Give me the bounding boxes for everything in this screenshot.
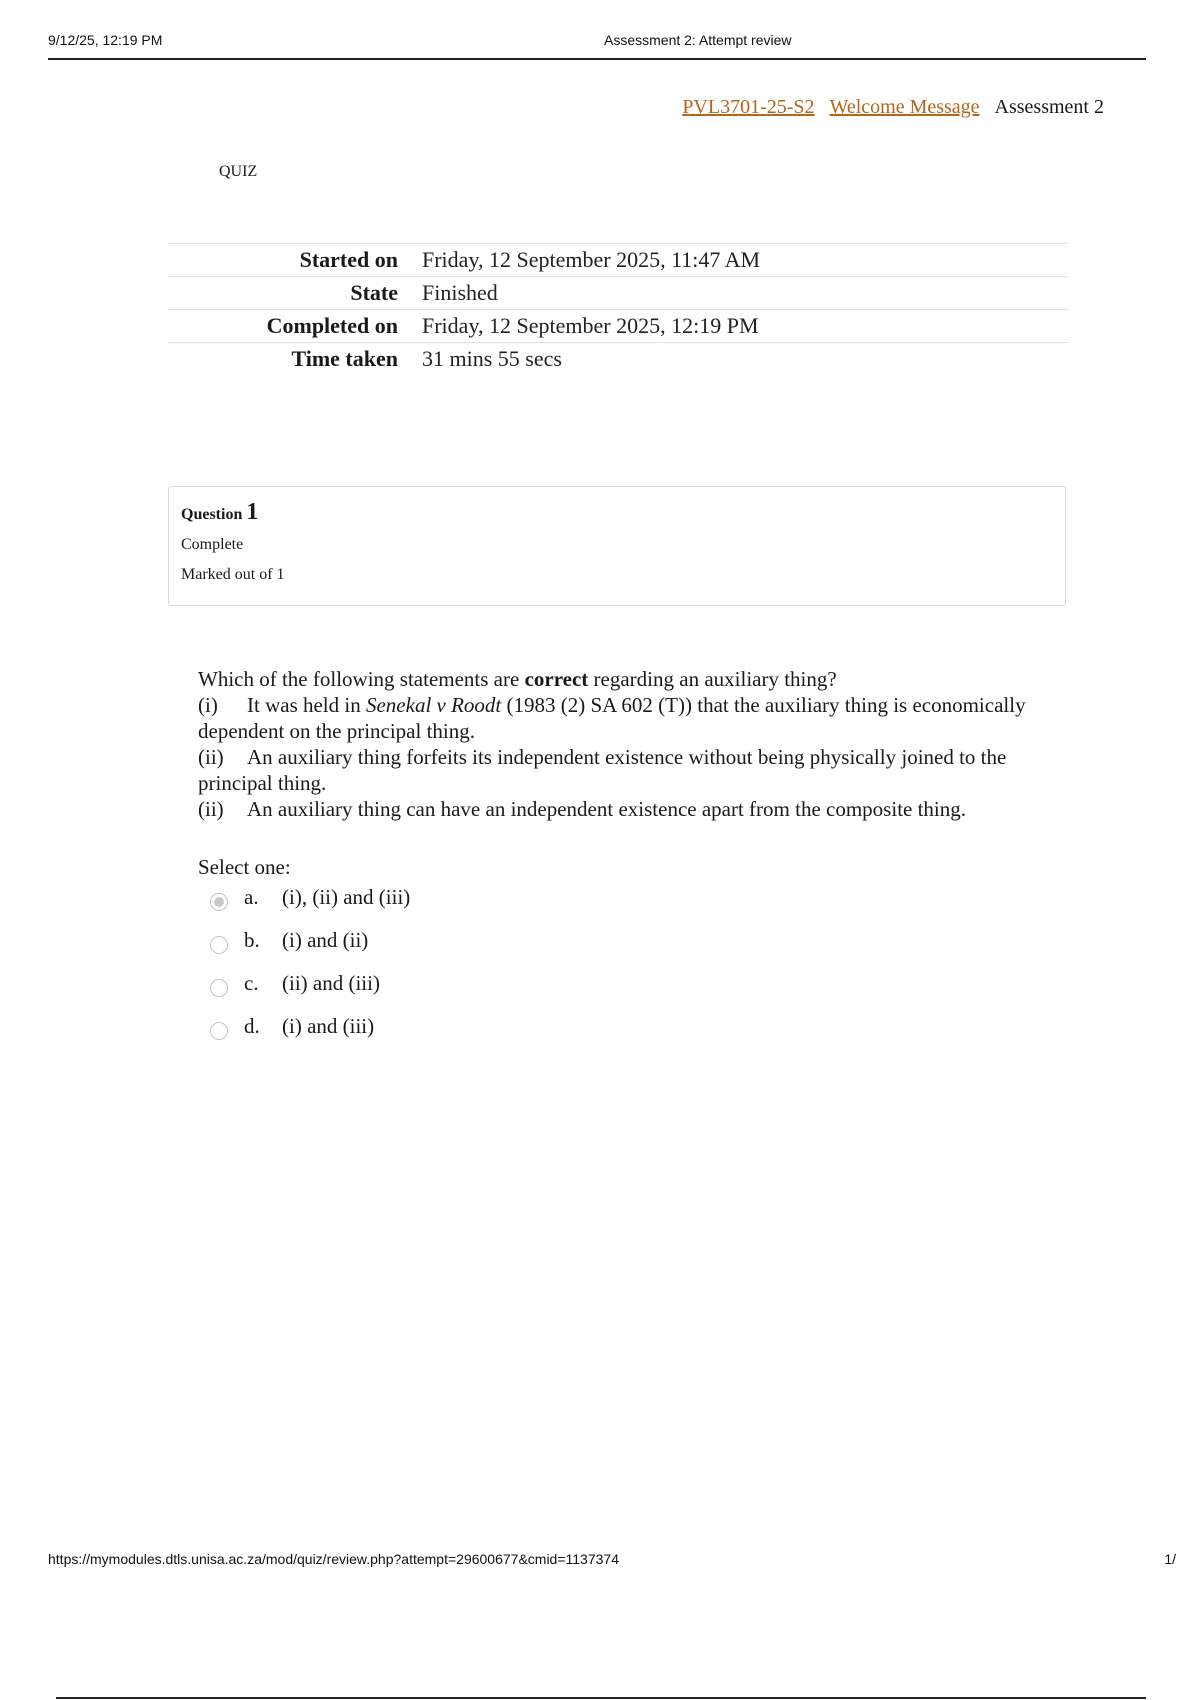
summary-label: Started on bbox=[168, 244, 422, 277]
summary-row bbox=[168, 277, 1068, 310]
radio-button[interactable] bbox=[210, 936, 228, 954]
summary-row bbox=[168, 310, 1068, 343]
radio-button-selected[interactable] bbox=[210, 893, 228, 911]
question-text bbox=[198, 666, 1048, 822]
option-letter: c. bbox=[244, 971, 259, 995]
option-text: (i), (ii) and (iii) bbox=[282, 885, 411, 909]
attempt-summary-table bbox=[168, 243, 1068, 375]
option-text: (i) and (iii) bbox=[282, 1014, 375, 1038]
breadcrumb-section-link[interactable]: Welcome Message bbox=[829, 96, 980, 118]
statement-2: (ii) An auxiliary thing forfeits its independent existence without being physically joined to the principal thing. bbox=[198, 745, 1007, 795]
summary-row bbox=[168, 343, 1068, 376]
question-number: 1 bbox=[246, 499, 259, 525]
question-info-box bbox=[168, 486, 1066, 606]
radio-button[interactable] bbox=[210, 979, 228, 997]
page-type-label: QUIZ bbox=[219, 163, 258, 180]
print-page-number: 1/ bbox=[1164, 1551, 1176, 1567]
summary-value: Friday, 12 September 2025, 12:19 PM bbox=[422, 310, 1068, 343]
question-intro: Which of the following statements are correct regarding an auxiliary thing? bbox=[198, 667, 837, 691]
print-page-title: Assessment 2: Attempt review bbox=[604, 32, 792, 48]
option-text: (ii) and (iii) bbox=[282, 971, 380, 995]
option-letter: d. bbox=[244, 1014, 260, 1038]
summary-label: State bbox=[168, 277, 422, 310]
summary-row bbox=[168, 244, 1068, 277]
bottom-divider bbox=[56, 1697, 1146, 1699]
breadcrumb bbox=[672, 96, 1104, 119]
radio-button[interactable] bbox=[210, 1022, 228, 1040]
print-url: https://mymodules.dtls.unisa.ac.za/mod/quiz/review.php?attempt=29600677&cmid=1137374 bbox=[48, 1551, 619, 1567]
breadcrumb-current: Assessment 2 bbox=[994, 96, 1104, 118]
statement-1: (i) It was held in Senekal v Roodt (1983 (2) SA 602 (T)) that the auxiliary thing is economically dependent on the principal thing. bbox=[198, 693, 1026, 743]
case-citation: Senekal v Roodt bbox=[365, 693, 502, 717]
select-one-label: Select one: bbox=[198, 855, 291, 879]
question-grade: Marked out of 1 bbox=[181, 566, 285, 583]
print-header bbox=[48, 30, 1146, 60]
emphasis: correct bbox=[524, 667, 589, 691]
option-text: (i) and (ii) bbox=[282, 928, 369, 952]
statement-number: (i) bbox=[198, 693, 218, 717]
question-prefix: Question bbox=[181, 506, 243, 523]
summary-value: Friday, 12 September 2025, 11:47 AM bbox=[422, 244, 1068, 277]
option-letter: a. bbox=[244, 885, 259, 909]
statement-number: (ii) bbox=[198, 745, 224, 769]
summary-value: 31 mins 55 secs bbox=[422, 343, 1068, 376]
breadcrumb-course-link[interactable]: PVL3701-25-S2 bbox=[682, 96, 815, 118]
question-state: Complete bbox=[181, 536, 244, 553]
statement-3: (ii) An auxiliary thing can have an independent existence apart from the composite thing. bbox=[198, 797, 967, 821]
print-date: 9/12/25, 12:19 PM bbox=[48, 32, 163, 48]
statement-number: (ii) bbox=[198, 797, 224, 821]
question-heading bbox=[181, 499, 1053, 526]
summary-label: Time taken bbox=[168, 343, 422, 376]
summary-label: Completed on bbox=[168, 310, 422, 343]
option-letter: b. bbox=[244, 928, 260, 952]
summary-value: Finished bbox=[422, 277, 1068, 310]
